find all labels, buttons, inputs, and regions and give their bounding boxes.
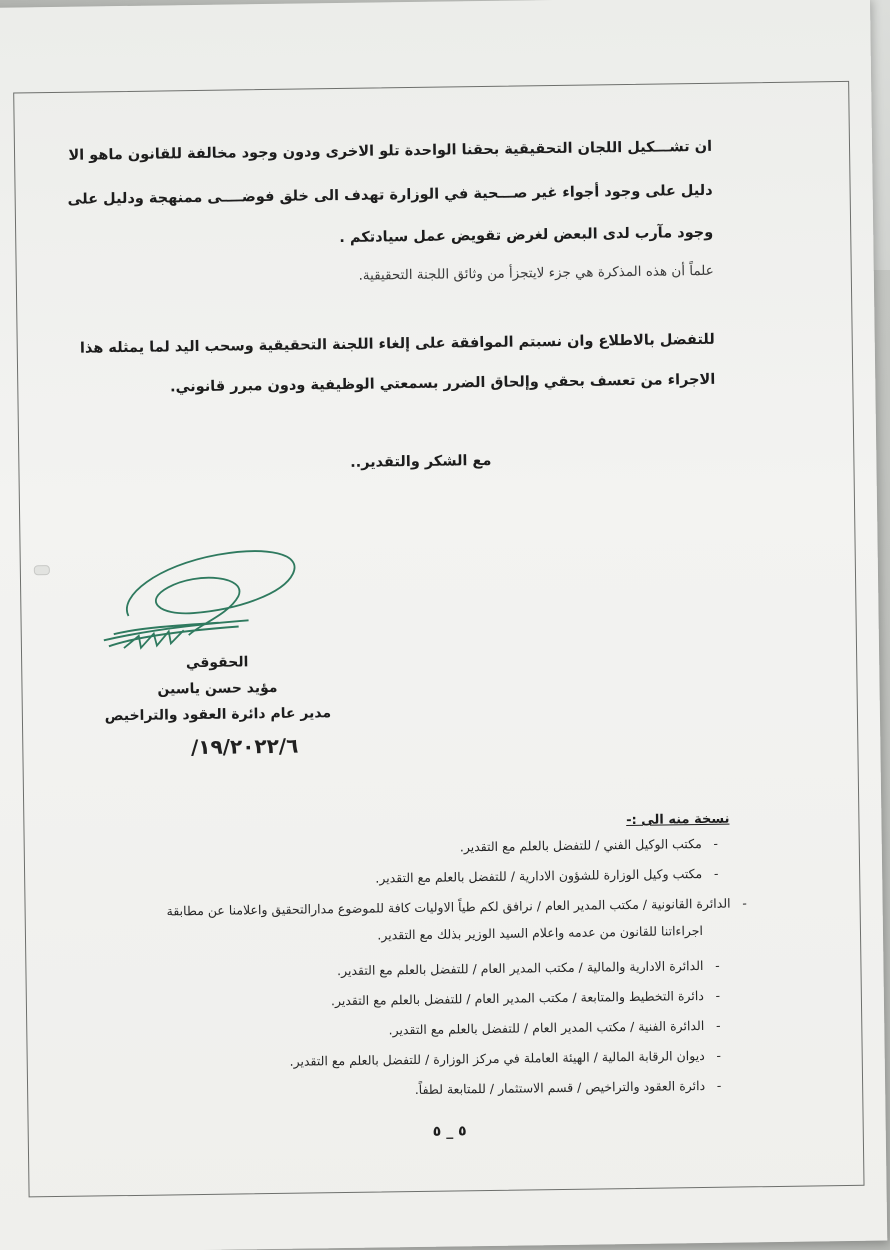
- paragraph2-line2: الاجراء من تعسف بحقي وإلحاق الضرر بسمعتي الوظيفية ودون مبرر قانوني.: [169, 371, 716, 396]
- signatory-position: مدير عام دائرة العقود والتراخيص: [104, 705, 332, 725]
- copy-item: -الدائرة القانونية / مكتب المدير العام / نرافق لكم طياً الاوليات كافة للموضوع مدارالتحقيق واعلامنا عن مطابقة: [166, 895, 747, 919]
- paragraph1-line3: وجود مآرب لدى البعض لغرض تقويض عمل سيادتكم .: [339, 224, 714, 247]
- paragraph2-line1: للتفضل بالاطلاع وان نسبتم الموافقة على إلغاء اللجنة التحقيقية وسحب اليد لما يمثله هذا: [79, 331, 715, 357]
- signature-date: ١٩/٢٠٢٢/٦/: [190, 733, 299, 760]
- copy-item: -مكتب وكيل الوزارة للشؤون الادارية / للتفضل بالعلم مع التقدير.: [375, 865, 719, 886]
- copy-item-continuation: اجراءاتنا للقانون من عدمه واعلام السيد الوزير بذلك مع التقدير.: [377, 922, 704, 943]
- handwritten-signature: [97, 533, 309, 666]
- paragraph1-line1: ان تشـــكيل اللجان التحقيقية بحقنا الواحدة تلو الاخرى ودون وجود مخالفة للقانون ماهو الا: [68, 138, 713, 164]
- copy-item: -دائرة التخطيط والمتابعة / مكتب المدير العام / للتفضل بالعلم مع التقدير.: [330, 987, 721, 1009]
- copies-title: نسخة منه الى :-: [626, 811, 730, 829]
- copy-item: -مكتب الوكيل الفني / للتفضل بالعلم مع التقدير.: [459, 835, 719, 855]
- paragraph1-line2: دليل على وجود أجواء غير صـــحية في الوزارة تهدف الى خلق فوضــــى ممنهجة ودليل على: [67, 182, 713, 208]
- copy-item: -دائرة العقود والتراخيص / قسم الاستثمار / للمتابعة لطفاً.: [414, 1077, 722, 1098]
- signatory-name: مؤيد حسن ياسين: [157, 679, 278, 698]
- copy-item: -ديوان الرقابة المالية / الهيئة العاملة في مركز الوزارة / للتفضل بالعلم مع التقدير.: [289, 1047, 722, 1069]
- copy-item: -الدائرة الفنية / مكتب المدير العام / للتفضل بالعلم مع التقدير.: [388, 1017, 721, 1038]
- page-number: ٥ _ ٥: [432, 1123, 467, 1140]
- note-line: علماً أن هذه المذكرة هي جزء لايتجزأ من وثائق اللجنة التحقيقية.: [358, 262, 714, 284]
- closing-greeting: مع الشكر والتقدير..: [350, 452, 492, 471]
- signatory-title: الحقوقي: [185, 654, 249, 672]
- punch-mark: [34, 565, 50, 575]
- copy-item: -الدائرة الادارية والمالية / مكتب المدير العام / للتفضل بالعلم مع التقدير.: [336, 957, 720, 979]
